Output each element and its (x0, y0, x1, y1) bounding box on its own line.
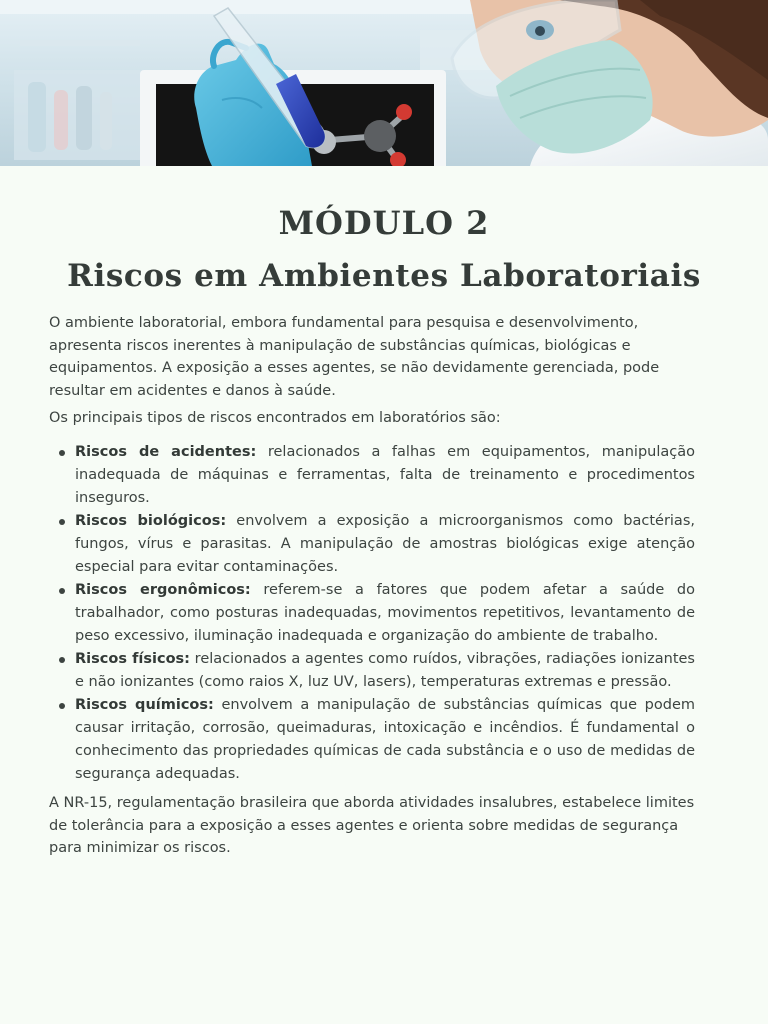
risk-item-ergonomic (75, 579, 695, 648)
risk-item-chemical (75, 694, 695, 786)
module-label: MÓDULO 2 (278, 204, 490, 242)
risk-term: Riscos de acidentes: (75, 444, 257, 460)
risk-item-biological (75, 510, 695, 579)
intro-paragraph: O ambiente laboratorial, embora fundamental para pesquisa e desenvolvimento, apresenta riscos inerentes à manipulação de substâncias químicas, biológicas e equipamentos. A exposição a esses agentes, se não devidamente gerenciada, pode resultar em acidentes e danos à saúde. (49, 315, 660, 399)
bullet-icon (59, 450, 65, 456)
bullet-icon (59, 588, 65, 594)
risk-description: relacionados a agentes como ruídos, vibrações, radiações ionizantes e não ionizantes (como raios X, luz UV, lasers), temperaturas extremas e pressão. (75, 651, 695, 690)
risk-description: relacionados a falhas em equipamentos, manipulação inadequada de máquinas e ferramentas, falta de treinamento e procedimentos inseguros. (75, 444, 695, 506)
page-title: Riscos em Ambientes Laboratoriais (67, 258, 701, 294)
risk-term: Riscos químicos: (75, 697, 214, 713)
risks-lead-paragraph: Os principais tipos de riscos encontrados em laboratórios são: (49, 410, 501, 426)
risk-description: envolvem a manipulação de substâncias químicas que podem causar irritação, corrosão, queimaduras, intoxicação e incêndios. É fundamental o conhecimento das propriedades químicas de cada substância e o uso de medidas de segurança adequadas. (75, 697, 695, 782)
closing-paragraph: A NR-15, regulamentação brasileira que aborda atividades insalubres, estabelece limites de tolerância para a exposição a esses agentes e orienta sobre medidas de segurança para minimizar os riscos. (49, 795, 695, 856)
risk-list (75, 441, 695, 786)
bullet-icon (59, 703, 65, 709)
scientist-photo-icon (0, 0, 768, 166)
risk-description: referem-se a fatores que podem afetar a saúde do trabalhador, como posturas inadequadas, movimentos repetitivos, levantamento de peso excessivo, iluminação inadequada e organização do ambiente de trabalho. (75, 582, 695, 644)
risk-item-accidents (75, 441, 695, 510)
risk-term: Riscos biológicos: (75, 513, 227, 529)
risk-item-physical (75, 648, 695, 694)
bullet-icon (59, 519, 65, 525)
bullet-icon (59, 657, 65, 663)
risk-description: envolvem a exposição a microorganismos como bactérias, fungos, vírus e parasitas. A manipulação de amostras biológicas exige atenção especial para evitar contaminações. (75, 513, 695, 575)
risk-term: Riscos ergonômicos: (75, 582, 251, 598)
hero-banner (0, 0, 768, 166)
risk-term: Riscos físicos: (75, 651, 190, 667)
